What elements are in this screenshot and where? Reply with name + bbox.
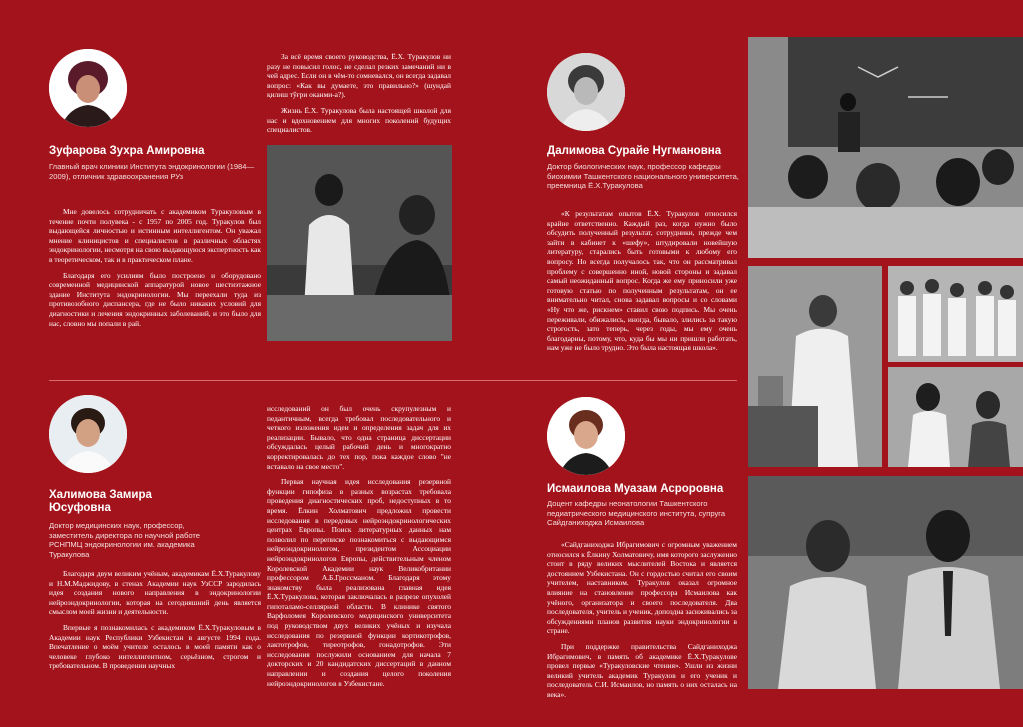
person-name: Исмаилова Муазам Асроровна — [547, 483, 724, 495]
paragraph: «Сайдганиходжа Ибрагимович с огромным уважением относился к Ёлкину Холматовичу, имя которого заслуженно стоит в ряду великих мыслителей Востока и является достоянием Узбекистана. Он с гордостью считал его своим учителем, наставником. Туракулов оказал огромное влияние на становление профессора Исмаилова как учёного, организатора и своего последователя. Два последователя, учитель и ученик, допоздна засиживались за обсуждениями планов развития науки эндокринологии в стране. — [547, 540, 738, 636]
paragraph: Жизнь Ё.Х. Туракулова была настоящей школой для нас и вдохновением для многих поколений будущих специалистов. — [267, 105, 451, 135]
photo-two-men-portrait — [748, 476, 1023, 689]
paragraph: «К результатам опытов Ё.Х. Туракулов относился крайне ответственно. Каждый раз, когда нужно было обсудить полученный результат, сотрудники, прежде чем зайти в кабинет к «шефу», штудировали новейшую литературу, старались быть готовыми к любому его вопросу. Но всегда получалось так, что он рассматривал проблему с совершенно иной, новой стороны и задавал самый неожиданный вопрос. Когда же ему приносили уже готовую статью по полученным результатам, он ее внимательно читал, снова задавал вопросы и со словами «Ну что же, рискнем» ставил свою подпись. Мы очень переживали, обижались, иногда, бывало, злились за такую строгость, зато теперь, через годы, мы ему очень благодарны, потому, что, куда бы мы ни пришли работать, нам уже не было трудно. Это была настоящая школа». — [547, 209, 737, 353]
photo-medical-team — [888, 266, 1023, 362]
photo-lecture — [748, 37, 1023, 258]
person-role: Доктор медицинских наук, профессор, заместитель директора по научной работе РСНПМЦ эндокринологии им. академика Туракулова — [49, 521, 200, 559]
middle-top-text — [267, 52, 451, 141]
paragraph: Впервые я познакомилась с академиком Ё.Х.Туракуловым в Академии наук Республики Узбекистан в августе 1994 года. Впечатление о моём учителе осталось в моей памяти как о человеке глубоко интеллигентном, серьёзном, строгом и требовательном. В проведении научных — [49, 622, 261, 671]
quote-text — [547, 540, 737, 706]
person-name: Зуфарова Зухра Амировна — [49, 145, 205, 157]
avatar-dalimova — [547, 53, 625, 131]
middle-bottom-text — [267, 404, 451, 694]
paragraph: Благодаря его усилиям было построено и оборудовано современной медицинской аппаратурой новое шестиэтажное здание Института эндокринологии. Мы переехали туда из противозобного диспансера, где не было никаких условий для диагностики и лечения эндокринных заболеваний, и это было для нас, словно мы попали в рай. — [49, 270, 261, 328]
quote-text — [49, 569, 261, 677]
photo-lab-scientist — [748, 266, 882, 467]
section-divider — [49, 380, 737, 381]
paragraph: За всё время своего руководства, Ё.Х. Туракулов ни разу не повысил голос, не сделал резких замечаний ни в чей адрес. Если он в чём-то сомневался, он всегда задавал вопрос: «Как вы думаете, это правильно?» (шундай қилиш тўғри оканми-а?). — [267, 52, 451, 100]
avatar-ismailova — [547, 397, 625, 475]
quote-text — [547, 209, 737, 359]
person-role: Доцент кафедры неонатологии Ташкентского педиатрического медицинского института, супруга Сайдганиходжа Исмаилова — [547, 499, 726, 527]
avatar-khalimova — [49, 395, 127, 473]
person-name: Далимова Сурайе Нугмановна — [547, 145, 722, 157]
avatar-zufarova — [49, 49, 127, 127]
photo-two-scientists-table — [267, 145, 452, 341]
quote-text — [49, 207, 261, 334]
person-role: Главный врач клиники Института эндокринологии (1984—2009), отличник здравоохранения РУз — [49, 162, 255, 181]
photo-lab-discussion — [888, 367, 1023, 467]
paragraph: Мне довелось сотрудничать с академиком Туракуловым в течение почти полувека - с 1957 по 2005 год. Туракулов был выдающейся личностью и истинным интеллигентом. Он уважал мнение клиницистов и специалистов в различных областях эндокринологии, несмотря на свою выдающуюся экспертность как в теоретическом, так и в практическом плане. — [49, 207, 261, 264]
paragraph: Благодаря двум великим учёным, академикам Ё.Х.Туракулову и Н.М.Маджидову, в стенах Академии наук УзССР зародилась идея создания нового направления в эндокринологии нейроэндокринологии, которая на сегодняшний день является смыслом моей жизни и деятельности. — [49, 569, 261, 617]
paragraph: Первая научная идея исследования резервной функции гипофиза в разных возрастах требовала проведения диагностических проб, недоступных в то время. Ёлкин Холматович предложил провести исследования в передовых нейроэндокринологических центрах Европы. Поиск литературных данных нам позволил по переписке познакомиться с выдающимся нейроэндокринологом, президентом Ассоциации нейроэндокринологов Европы, действительным членом Королевской Академии наук Великобритании профессором А.Б.Гроссманом. Благодаря этому знакомству была реализована главная идея Ё.Х.Туракулова, которая заключалась в разрезе опухолей гипоталамо-селлярной области. В клинике святого Варфоломея Королевского медицинского университета под руководством двух великих учёных и изучала исследования по резервной функции кортикотрофов, лактотрофов, тиреотрофов, гонадотрофов. Эти исследования послужили основанием для начала 7 докторских и 20 кандидатских диссертаций в данном направлении и создания целого поколения нейроэндокринологов в Узбекистане. — [267, 477, 451, 688]
person-role: Доктор биологических наук, профессор кафедры биохимии Ташкентского национального университета, преемница Ё.Х.Туракулова — [547, 162, 739, 190]
paragraph: При поддержке правительства Сайдганиходжа Ибрагимович, в память об академике Ё.Х.Туракулове провел первые «Туракуловские чтения». Ушли из жизни великий учитель академик Туракулов и его ученик и последователь С.И. Исмаилов, но память о них осталась на века». — [547, 641, 737, 699]
paragraph: исследований он был очень скрупулезным и педантичным, всегда требовал последовательного и четкого изложения идеи и определения задач для их реализации. Бывало, что одна страница диссертации обсуждалась целый рабочий день и многократно корректировалась до тех пор, пока каждое слово "не вставало на свое место". — [267, 404, 451, 471]
person-name: Халимова Замира Юсуфовна — [49, 489, 152, 514]
